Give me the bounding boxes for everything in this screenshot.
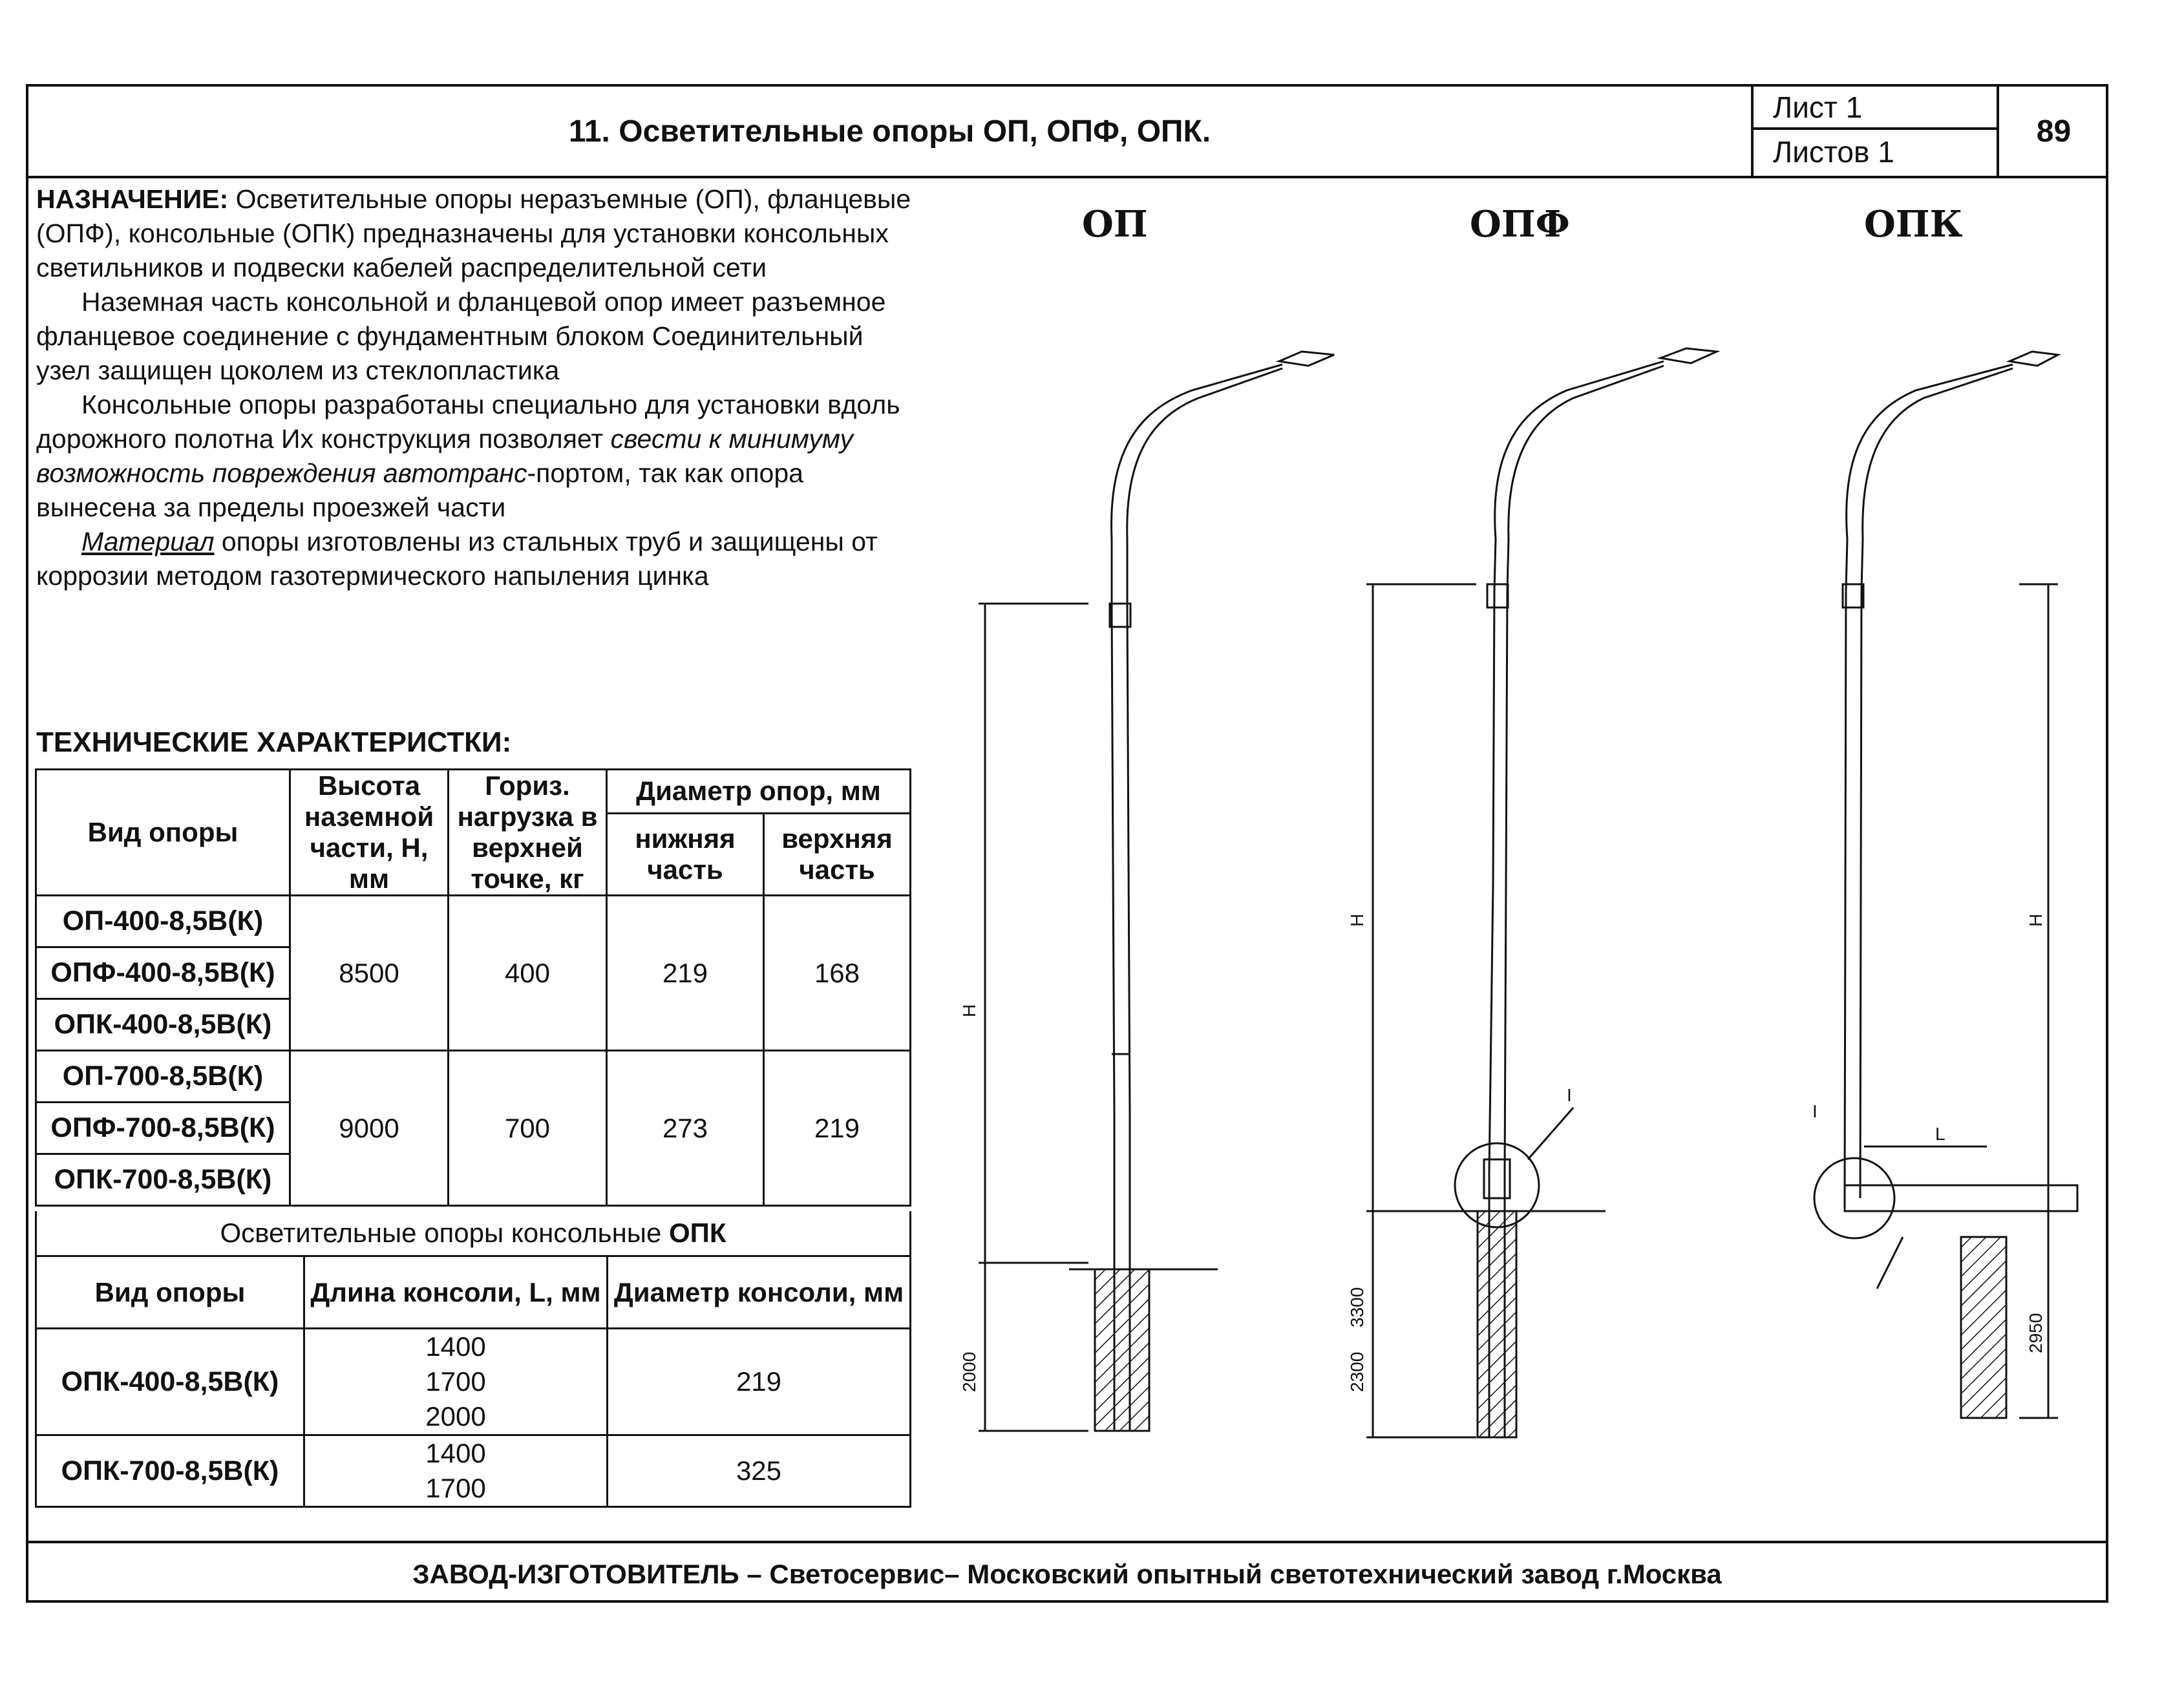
- console-table: [35, 1255, 911, 1508]
- dim-h-op: Н: [959, 1004, 979, 1017]
- table-cell-height: 8500: [290, 896, 449, 1051]
- description-text: [36, 182, 922, 593]
- manufacturer-footer: ЗАВОД-ИЗГОТОВИТЕЛЬ – Светосервис– Московский опытный светотехнический завод г.Москва: [28, 1541, 2106, 1605]
- paragraph-3: Консольные опоры разработаны специально для установки вдоль дорожного полотна Их конструкция позволяет свести к минимуму возможность повреждения автотранс-портом, так как опора вынесена за пределы проезжей части: [36, 390, 900, 522]
- table-cell-name: ОП-400-8,5В(К): [36, 896, 290, 947]
- paragraph-2: Наземная часть консольной и фланцевой опор имеет разъемное фланцевое соединение с фундаментным блоком Соединительный узел защищен цоколем из стеклопластика: [36, 287, 886, 385]
- console-caption: [35, 1211, 911, 1255]
- th-type: Вид опоры: [36, 770, 290, 896]
- label-op: ОП: [1082, 203, 1148, 246]
- length-value: 1400: [425, 1438, 486, 1468]
- sheets-total: Листов 1: [1773, 134, 1894, 169]
- table-cell-load: 400: [449, 896, 607, 1051]
- tech-table: [35, 768, 911, 1207]
- paragraph-3-a: Консольные опоры разработаны специально для установки вдоль дорожного полотна Их конструкция позволяет: [36, 390, 900, 454]
- table-cell-name: ОПФ-400-8,5В(К): [36, 947, 290, 999]
- table-cell-lower: 219: [607, 896, 764, 1051]
- node-i-opf: I: [1567, 1085, 1572, 1105]
- sheet-info: [1751, 87, 1999, 176]
- dim-2000: 2000: [959, 1351, 979, 1392]
- dim-2300: 2300: [1347, 1351, 1367, 1392]
- paragraph-4: [36, 525, 922, 593]
- caption-bold: ОПК: [668, 1218, 726, 1248]
- th2-type: Вид опоры: [36, 1256, 304, 1329]
- caption-text: Осветительные опоры консольные: [220, 1218, 669, 1248]
- th-upper: верхняя часть: [764, 813, 911, 895]
- title-block: [28, 87, 2106, 178]
- opf-pole-drawing: [1347, 348, 1717, 1437]
- th2-diameter: Диаметр консоли, мм: [608, 1256, 911, 1329]
- node-i-opk: I: [1812, 1101, 1818, 1121]
- label-opf: ОПФ: [1470, 203, 1570, 246]
- table2-cell-lengths: [304, 1435, 608, 1507]
- th-diameter: Диаметр опор, мм: [607, 770, 911, 814]
- length-value: 2000: [425, 1401, 486, 1431]
- length-value: 1700: [425, 1366, 486, 1397]
- label-opk: ОПК: [1864, 203, 1963, 246]
- table-cell-name: ОП-700-8,5В(К): [36, 1051, 290, 1103]
- table2-cell-diam: 219: [608, 1329, 911, 1435]
- pole-drawings: [920, 255, 2097, 1534]
- paragraph-3-c: портом, так как опора вынесена за пределы проезжей части: [36, 458, 803, 522]
- table2-cell-lengths: [304, 1329, 608, 1435]
- length-value: 1700: [425, 1473, 486, 1503]
- th2-length: Длина консоли, L, мм: [304, 1256, 608, 1329]
- dim-h-opk: Н: [2026, 913, 2046, 927]
- table-cell-upper: 168: [764, 896, 911, 1051]
- length-value: 1400: [425, 1331, 486, 1362]
- opk-pole-drawing: [1812, 352, 2077, 1418]
- dim-3300: 3300: [1347, 1287, 1367, 1327]
- purpose-paragraph: [36, 182, 922, 285]
- th-load: Гориз. нагрузка в верхней точке, кг: [449, 770, 607, 896]
- material-text: опоры изготовлены из стальных труб и защищены от коррозии методом газотермического напыления цинка: [36, 527, 878, 591]
- op-pole-drawing: [959, 352, 1334, 1431]
- purpose-label: НАЗНАЧЕНИЕ:: [36, 184, 229, 214]
- th-lower: нижняя часть: [607, 813, 764, 895]
- table-cell-load: 700: [449, 1051, 607, 1206]
- table2-cell-name: ОПК-700-8,5В(К): [36, 1435, 304, 1507]
- table-cell-upper: 219: [764, 1051, 911, 1206]
- table2-cell-name: ОПК-400-8,5В(К): [36, 1329, 304, 1435]
- dim-h-opf: Н: [1347, 913, 1367, 927]
- table-cell-height: 9000: [290, 1051, 449, 1206]
- drawing-sheet: [26, 84, 2108, 1603]
- tech-title: ТЕХНИЧЕСКИЕ ХАРАКТЕРИСТКИ:: [36, 726, 512, 758]
- table-cell-lower: 273: [607, 1051, 764, 1206]
- paragraph-3-b: свести к минимуму возможность повреждения автотранс: [36, 424, 854, 488]
- page-title: 11. Осветительные опоры ОП, ОПФ, ОПК.: [568, 114, 1211, 149]
- dim-2950: 2950: [2026, 1313, 2046, 1353]
- table-cell-name: ОПФ-700-8,5В(К): [36, 1103, 290, 1154]
- table-cell-name: ОПК-700-8,5В(К): [36, 1154, 290, 1206]
- th-height: Высота наземной части, Н, мм: [290, 770, 449, 896]
- sheet-number: Лист 1: [1754, 87, 1999, 130]
- purpose-text: Осветительные опоры неразъемные (ОП), фланцевые (ОПФ), консольные (ОПК) предназначены для установки консольных светильников и подвески кабелей распределительной сети: [36, 184, 911, 282]
- dim-l: L: [1935, 1124, 1945, 1144]
- table-cell-name: ОПК-400-8,5В(К): [36, 999, 290, 1051]
- material-label: Материал: [81, 527, 215, 556]
- page-number: 89: [1997, 87, 2108, 176]
- table2-cell-diam: 325: [608, 1435, 911, 1507]
